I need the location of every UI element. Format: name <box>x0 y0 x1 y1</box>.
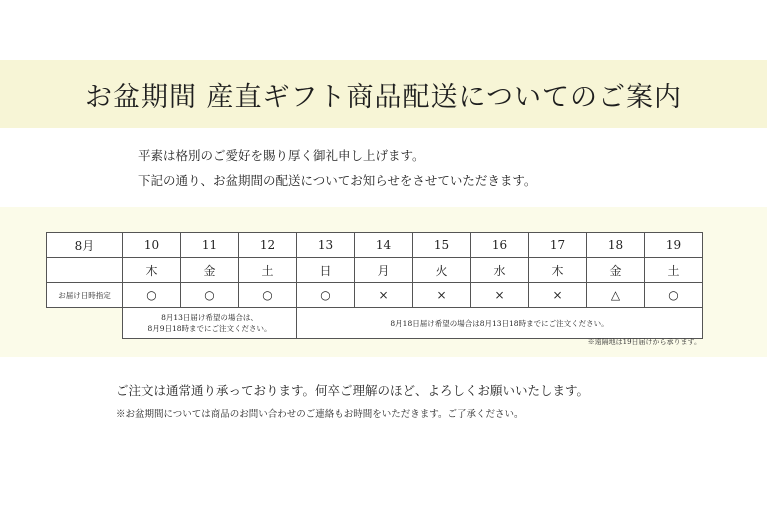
note-left-line-1: 8月13日届け希望の場合は、 <box>161 313 258 322</box>
intro-line-2: 下記の通り、お盆期間の配送についてお知らせをさせていただきます。 <box>138 173 537 188</box>
weekday-cell: 火 <box>413 258 471 283</box>
availability-mark: × <box>413 283 471 308</box>
date-cell: 16 <box>471 233 529 258</box>
intro-line-1: 平素は格別のご愛好を賜り厚く御礼申し上げます。 <box>138 148 425 163</box>
delivery-date-label: お届け日時指定 <box>47 283 123 308</box>
weekday-cell: 日 <box>297 258 355 283</box>
date-cell: 15 <box>413 233 471 258</box>
outro-line-2: ※お盆期間については商品のお問い合わせのご連絡もお時間をいただきます。ご了承ください。 <box>116 409 524 420</box>
note-left-line-2: 8月9日18時までにご注文ください。 <box>147 324 272 333</box>
month-label: 8月 <box>47 233 123 258</box>
intro-text <box>138 143 536 193</box>
weekday-row <box>47 258 703 283</box>
availability-mark: ○ <box>181 283 239 308</box>
date-cell: 17 <box>529 233 587 258</box>
date-cell: 18 <box>587 233 645 258</box>
remote-area-note: ※遠隔地は19日届けから承ります。 <box>587 338 701 346</box>
empty-label-cell <box>47 258 123 283</box>
availability-mark: ○ <box>123 283 181 308</box>
weekday-cell: 金 <box>587 258 645 283</box>
weekday-cell: 木 <box>123 258 181 283</box>
title-band <box>0 60 767 128</box>
note-right: 8月18日届け希望の場合は8月13日18時までにご注文ください。 <box>297 308 703 339</box>
delivery-schedule-table <box>46 232 703 339</box>
weekday-cell: 水 <box>471 258 529 283</box>
weekday-cell: 木 <box>529 258 587 283</box>
weekday-cell: 金 <box>181 258 239 283</box>
availability-mark: ○ <box>645 283 703 308</box>
date-cell: 19 <box>645 233 703 258</box>
date-row <box>47 233 703 258</box>
note-left <box>123 308 297 339</box>
page-title: お盆期間 産直ギフト商品配送についてのご案内 <box>84 81 683 113</box>
empty-note-cell <box>47 308 123 339</box>
date-cell: 11 <box>181 233 239 258</box>
availability-mark: ○ <box>297 283 355 308</box>
weekday-cell: 土 <box>239 258 297 283</box>
outro-line-1: ご注文は通常通り承っております。何卒ご理解のほど、よろしくお願いいたします。 <box>116 383 590 398</box>
date-cell: 13 <box>297 233 355 258</box>
availability-mark: ○ <box>239 283 297 308</box>
note-row <box>47 308 703 339</box>
date-cell: 12 <box>239 233 297 258</box>
availability-row <box>47 283 703 308</box>
availability-mark: × <box>529 283 587 308</box>
date-cell: 14 <box>355 233 413 258</box>
availability-mark: × <box>355 283 413 308</box>
weekday-cell: 月 <box>355 258 413 283</box>
date-cell: 10 <box>123 233 181 258</box>
weekday-cell: 土 <box>645 258 703 283</box>
availability-mark: × <box>471 283 529 308</box>
availability-mark: △ <box>587 283 645 308</box>
